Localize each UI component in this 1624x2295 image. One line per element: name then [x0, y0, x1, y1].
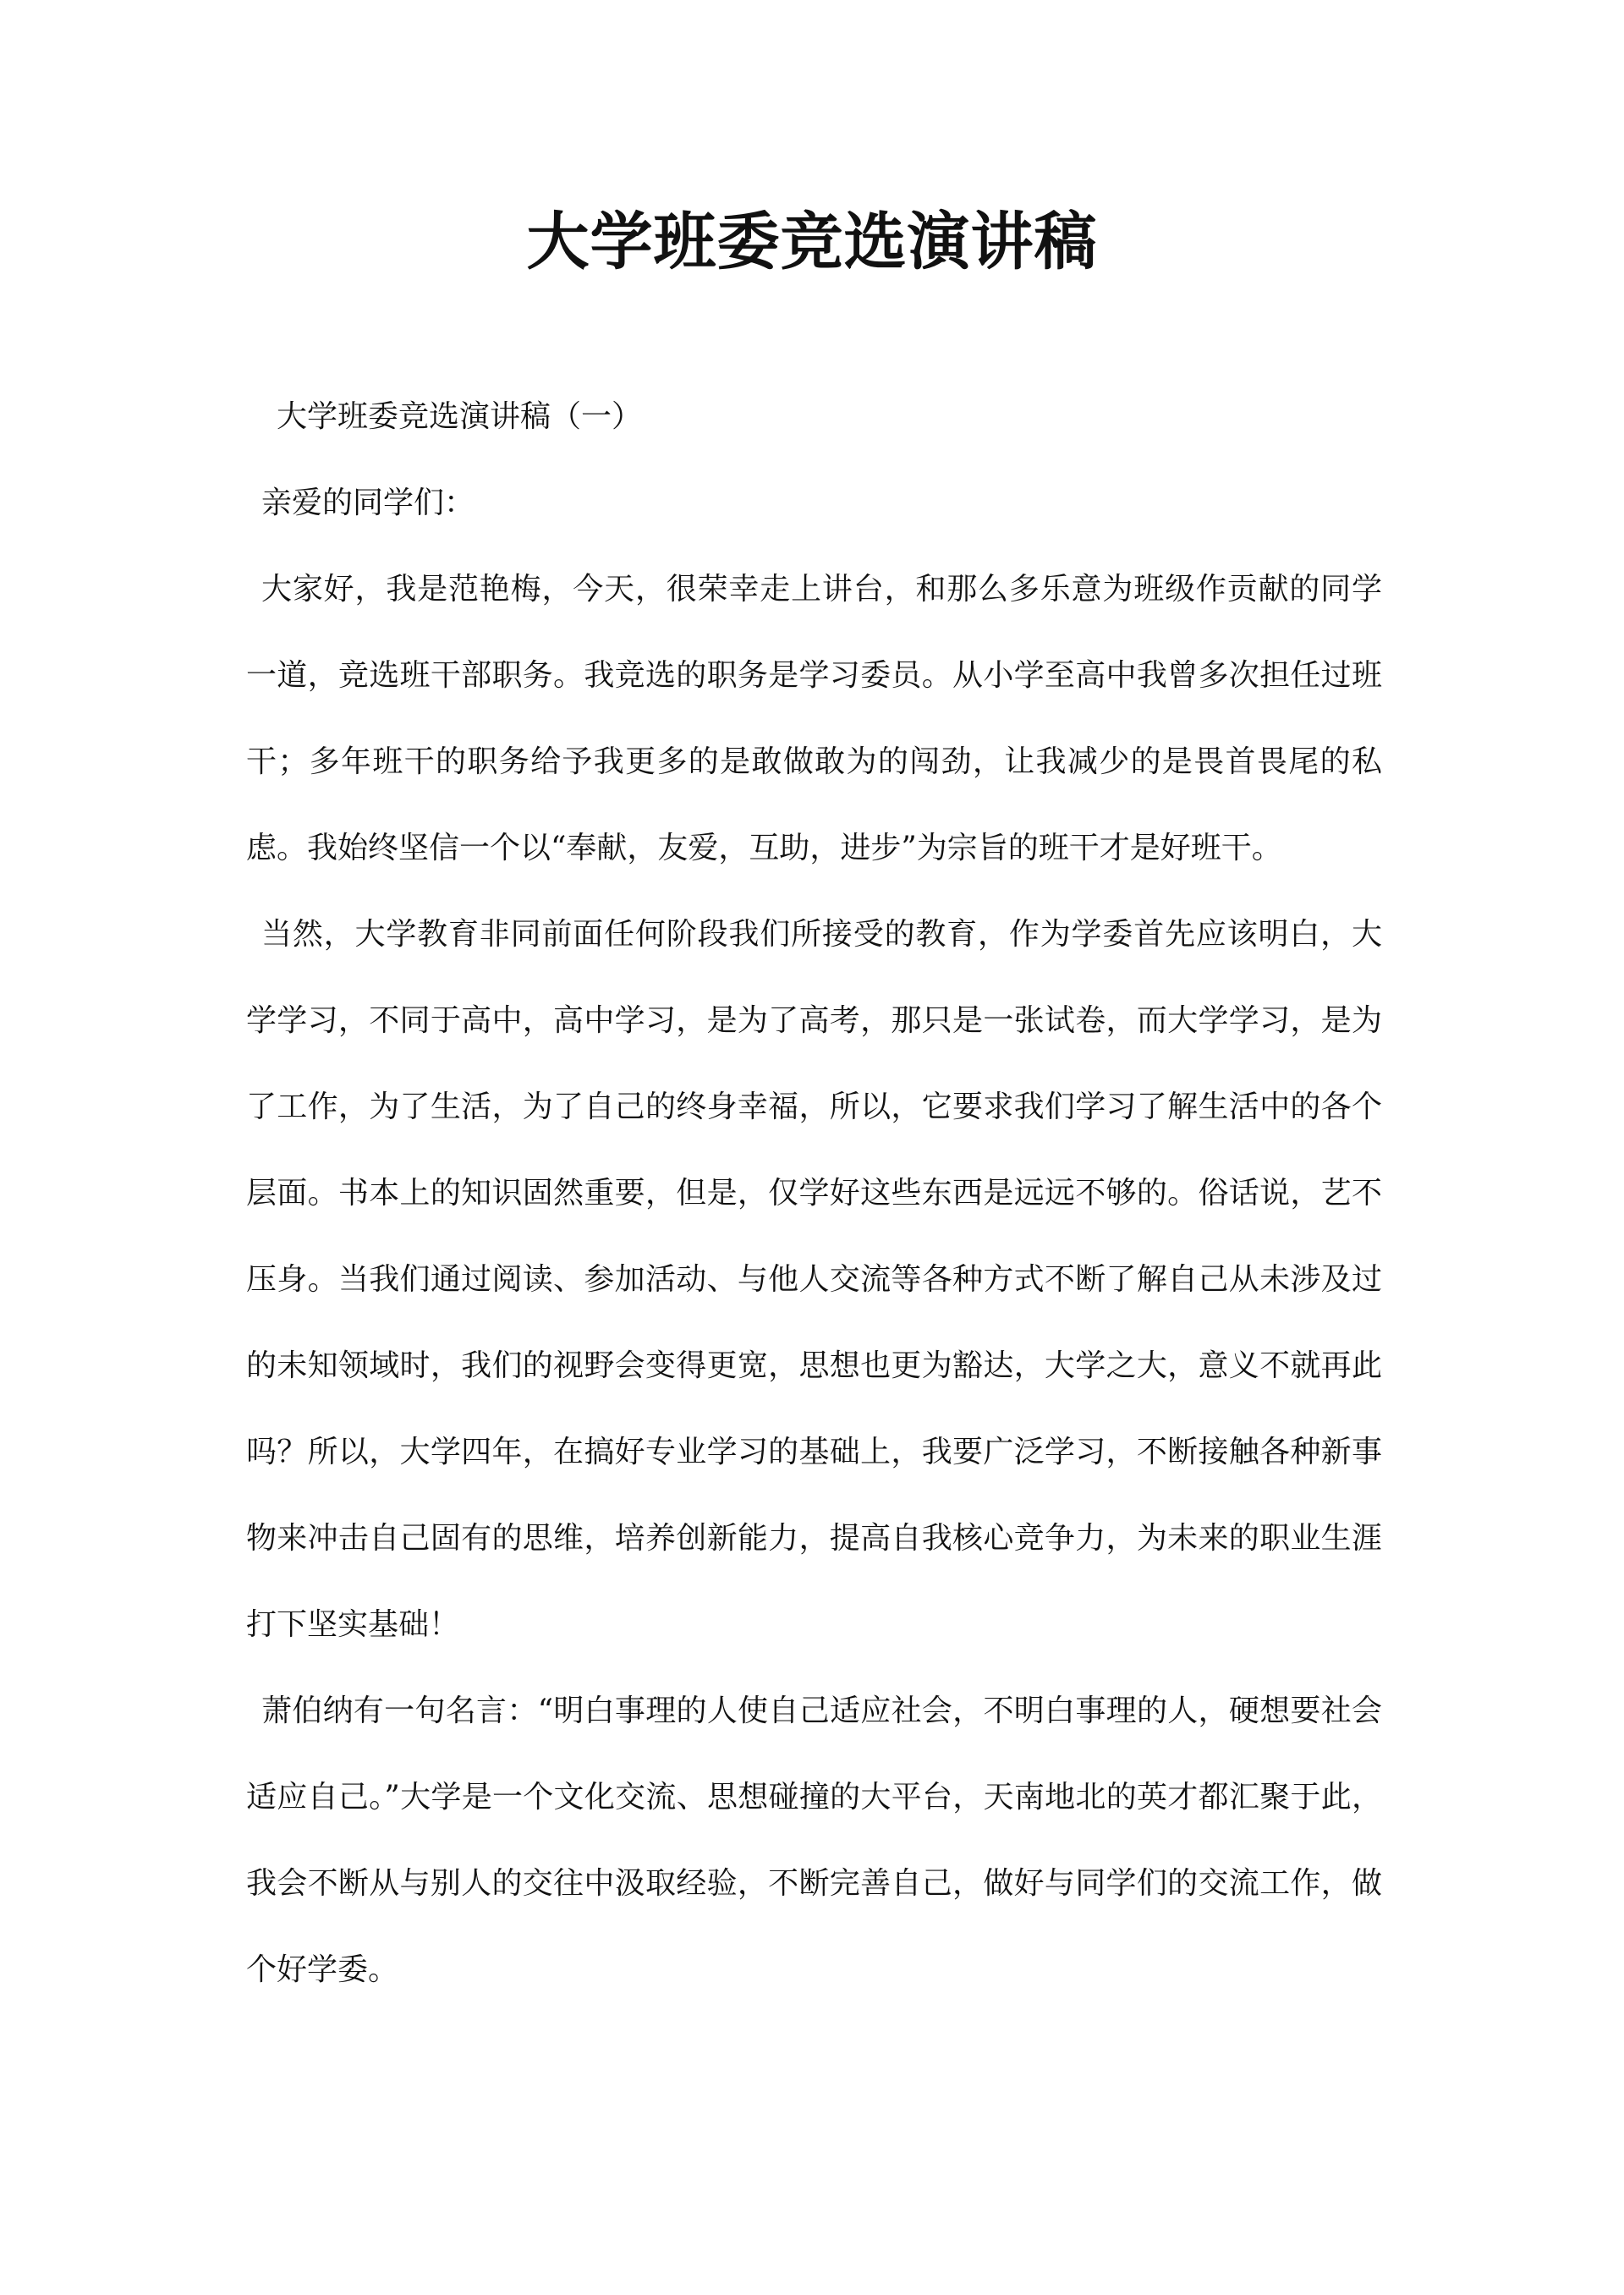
document-body — [246, 374, 1382, 2013]
salutation: 亲爱的同学们： — [261, 486, 475, 520]
paragraph-2: 当然，大学教育非同前面任何阶段我们所接受的教育，作为学委首先应该明白，大学学习，不同于高中，高中学习，是为了高考，那只是一张试卷，而大学学习，是为了工作，为了生活，为了自己的终身幸福，所以，它要求我们学习了解生活中的各个层面。书本上的知识固然重要，但是，仅学好这些东西是远远不够的。俗话说，艺不压身。当我们通过阅读、参加活动、与他人交流等各种方式不断了解自己从未涉及过的未知领域时，我们的视野会变得更宽，思想也更为豁达，大学之大，意义不就再此吗？所以，大学四年，在搞好专业学习的基础上，我要广泛学习，不断接触各种新事物来冲击自己固有的思维，培养创新能力，提高自我核心竞争力，为未来的职业生涯打下坚实基础！ — [246, 917, 1382, 1642]
paragraph-1: 大家好，我是范艳梅，今天，很荣幸走上讲台，和那么多乐意为班级作贡献的同学一道，竞选班干部职务。我竞选的职务是学习委员。从小学至高中我曾多次担任过班干；多年班干的职务给予我更多的是敢做敢为的闯劲，让我减少的是畏首畏尾的私虑。我始终坚信一个以“奉献，友爱，互助，进步”为宗旨的班干才是好班干。 — [246, 572, 1382, 865]
document-subtitle: 大学班委竞选演讲稿（一） — [277, 399, 643, 434]
document-title: 大学班委竞选演讲稿 — [526, 206, 1098, 278]
paragraph-3: 萧伯纳有一句名言：“明白事理的人使自己适应社会，不明白事理的人，硬想要社会适应自己。”大学是一个文化交流、思想碰撞的大平台，天南地北的英才都汇聚于此，我会不断从与别人的交往中汲取经验，不断完善自己，做好与同学们的交流工作，做个好学委。 — [246, 1694, 1382, 1987]
